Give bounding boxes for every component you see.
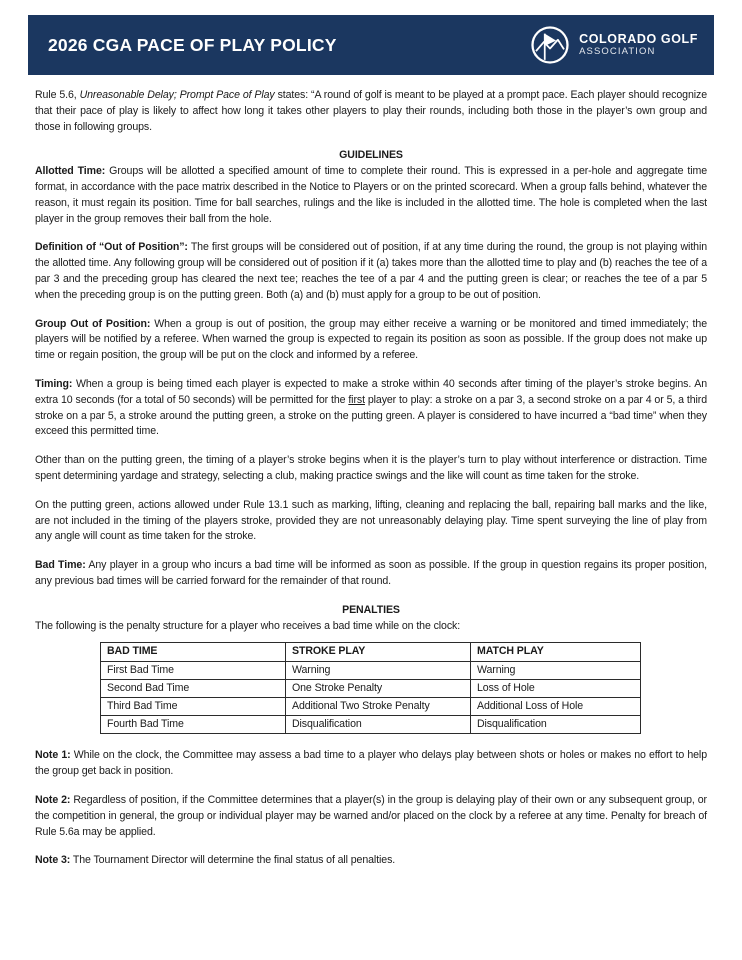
note-2-paragraph [35,793,707,840]
table-cell: Additional Two Stroke Penalty [286,697,471,715]
note-1-paragraph [35,748,707,780]
note-2-lead: Note 2: [35,793,71,806]
table-header-match-play: MATCH PLAY [471,643,641,661]
table-cell: Additional Loss of Hole [471,697,641,715]
intro-body: states: “A round of golf is meant to be played at a prompt pace. Each player should recognize that their pace of play is likely to affect how long it takes other players to play their rounds, including both those in the player’s own group and those in following groups. [35,89,707,133]
timing-putting-green-paragraph: On the putting green, actions allowed under Rule 13.1 such as marking, lifting, cleaning and replacing the ball, repairing ball marks and the like, are not included in the timing of the players stroke, provided they are not unreasonably delaying play. Time spent surveying the line of play from any angle will count as time taken for the stroke. [35,498,707,543]
timing-lead: Timing: [35,377,73,390]
table-cell: Third Bad Time [101,697,286,715]
cga-flag-mountains-icon [529,24,571,66]
bad-time-body: Any player in a group who incurs a bad time will be informed as soon as possible. If the group in question regains its proper position, any previous bad times will be carried forward for the remainder of that round. [35,559,707,587]
note-2-body: Regardless of position, if the Committee determines that a player(s) in the group is delaying play of their own or any subsequent group, or the competition in general, the group or individual player may be warned and/or placed on the clock by a referee at any time. Penalty for breach of Rule 5.6a may be applied. [35,793,707,838]
allotted-time-body: Groups will be allotted a specified amount of time to complete their round. This is expressed in a per-hole and aggregate time format, in accordance with the pace matrix described in the Notice to Players or on the printed scorecard. When a group falls behind, whatever the reason, it must regain its position. Time for ball searches, rulings and the like is included in the allotted time. The hole is completed when the last player in the group removes their ball from the hole. [35,165,707,225]
note-1-lead: Note 1: [35,749,71,762]
logo-line1: COLORADO GOLF [579,31,698,46]
penalty-table [100,642,641,734]
timing-body-after: player to play: a stroke on a par 3, a second stroke on a par 4 or 5, a third stroke on a par 5, a stroke around the putting green, a stroke on the putting green. A player is considered to have incurred a “bad time” when they exceed this permitted time. [35,393,707,438]
timing-other-paragraph: Other than on the putting green, the timing of a player’s stroke begins when it is the player’s turn to play without interference or distraction. Time spent determining yardage and strategy, selecting a club, making practice swings and the like will count as time taken for the stroke. [35,454,707,482]
penalties-heading: PENALTIES [342,603,400,616]
table-header-bad-time: BAD TIME [101,643,286,661]
table-row [101,697,641,715]
note-3-body: The Tournament Director will determine the final status of all penalties. [70,854,396,867]
table-header-stroke-play: STROKE PLAY [286,643,471,661]
table-cell: Disqualification [286,716,471,734]
group-oop-body: When a group is out of position, the group may either receive a warning or be monitored and timed immediately; the players will be notified by a referee. When warned the group is expected to regain its position as soon as possible. If the group does not make up time or regain position, the group will be put on the clock and informed by a referee. [35,317,707,362]
cga-logo [529,24,698,66]
table-cell: Warning [286,661,471,679]
bad-time-paragraph [35,558,707,590]
table-cell: Warning [471,661,641,679]
table-row [101,661,641,679]
out-of-position-definition-paragraph [35,240,707,303]
policy-document-body [35,88,707,869]
note-3-paragraph [35,853,707,869]
page-title: 2026 CGA PACE OF PLAY POLICY [48,34,337,55]
timing-underlined-word: first [348,393,365,406]
table-row [101,679,641,697]
note-1-body: While on the clock, the Committee may assess a bad time to a player who delays play between shots or holes or makes no effort to help the group get back in position. [35,749,707,778]
group-oop-lead: Group Out of Position: [35,317,151,330]
penalties-intro-line: The following is the penalty structure for a player who receives a bad time while on the clock: [35,619,461,632]
table-cell: First Bad Time [101,661,286,679]
intro-prefix: Rule 5.6, [35,89,80,101]
logo-line2: ASSOCIATION [579,45,656,57]
header-banner [28,15,714,75]
definition-body: The first groups will be considered out of position, if at any time during the round, the group is not playing within the allotted time. Any following group will be considered out of position if it (a) takes more than the allotted time to play and (b) reaches the tee of a par 3 and the preceding group has cleared the next tee; reaches the tee of a par 4 and the putting green is clear; or reaches the tee of a par 5 when the preceding group is on the putting green. Both (a) and (b) must apply for a group to be out of position. [35,241,707,301]
note-3-lead: Note 3: [35,854,71,867]
guidelines-heading: GUIDELINES [339,149,403,162]
table-row [101,716,641,734]
table-cell: Loss of Hole [471,679,641,697]
table-cell: Fourth Bad Time [101,716,286,734]
intro-rule-title: Unreasonable Delay; Prompt Pace of Play [79,89,275,101]
table-cell: Disqualification [471,716,641,734]
allotted-time-lead: Allotted Time: [35,165,106,178]
bad-time-lead: Bad Time: [35,559,86,572]
timing-paragraph [35,377,707,440]
logo-text [579,33,698,57]
definition-lead: Definition of “Out of Position”: [35,241,188,254]
table-cell: One Stroke Penalty [286,679,471,697]
table-cell: Second Bad Time [101,679,286,697]
group-out-of-position-paragraph [35,317,707,364]
allotted-time-paragraph [35,164,707,227]
penalty-table-header-row [101,643,641,661]
intro-paragraph [35,88,707,135]
timing-body-before: When a group is being timed each player is expected to make a stroke within 40 seconds after timing of the player’s stroke begins. An extra 10 seconds (for a total of 50 seconds) will be permitted for the [35,377,707,406]
